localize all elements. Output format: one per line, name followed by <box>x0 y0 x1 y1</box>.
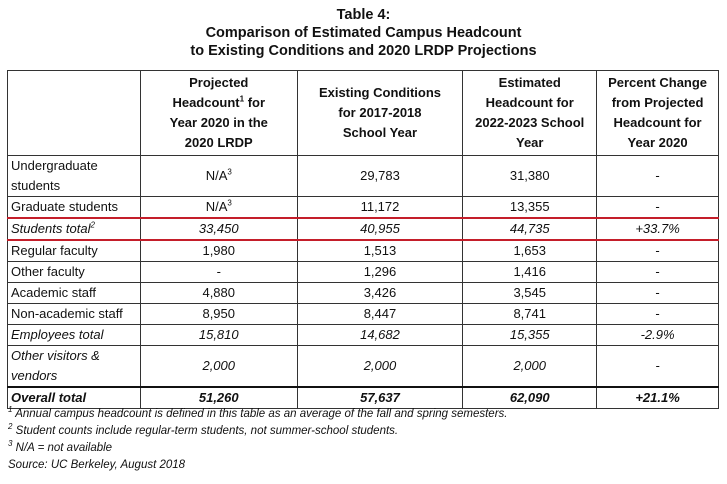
table-row-visitors <box>8 346 719 388</box>
headcount-table <box>7 70 719 409</box>
header-blank <box>8 71 141 156</box>
cell-existing: 2,000 <box>297 346 463 388</box>
cell-projected: 8,950 <box>140 304 297 325</box>
cell-projected: 1,980 <box>140 240 297 262</box>
cell-estimated: 31,380 <box>463 156 597 197</box>
cell-projected: $N/A^3$ <box>140 156 297 197</box>
source-note: Source: UC Berkeley, August 2018 <box>8 459 186 471</box>
row-label: Employees total <box>8 325 141 346</box>
cell-projected: - <box>140 262 297 283</box>
cell-existing: 57,637 <box>297 387 463 409</box>
table-row <box>8 240 719 262</box>
col-header-projected-2020: Projected Headcount$^1$ for Year 2020 in the 2020 LRDP <box>140 71 297 156</box>
table-row <box>8 304 719 325</box>
cell-existing: 40,955 <box>297 218 463 240</box>
cell-percent: - <box>597 156 719 197</box>
cell-projected: 4,880 <box>140 283 297 304</box>
cell-existing: 11,172 <box>297 197 463 219</box>
cell-estimated: 2,000 <box>463 346 597 388</box>
row-label: Graduate students <box>8 197 141 219</box>
table-row <box>8 262 719 283</box>
col-header-existing: Existing Conditions for 2017-2018 School Year <box>297 71 463 156</box>
col-header-estimated: Estimated Headcount for 2022-2023 School Year <box>463 71 597 156</box>
cell-percent: - <box>597 283 719 304</box>
cell-existing: 14,682 <box>297 325 463 346</box>
cell-existing: 29,783 <box>297 156 463 197</box>
table-row <box>8 197 719 219</box>
cell-projected: 33,450 <box>140 218 297 240</box>
cell-estimated: 13,355 <box>463 197 597 219</box>
table-title-line-1: Comparison of Estimated Campus Headcount <box>205 25 522 41</box>
cell-estimated: 1,416 <box>463 262 597 283</box>
table-row-employees-total <box>8 325 719 346</box>
cell-percent: - <box>597 240 719 262</box>
cell-percent: - <box>597 197 719 219</box>
footnote: $^1$ Annual campus headcount is defined in this table as an average of the fall and spring semesters. <box>8 405 508 420</box>
cell-existing: 1,296 <box>297 262 463 283</box>
cell-percent: -2.9% <box>597 325 719 346</box>
table-title-line-2: to Existing Conditions and 2020 LRDP Projections <box>190 43 537 59</box>
footnote: $^3$ N/A = not available <box>8 439 113 454</box>
header-row <box>8 71 719 156</box>
footnote: $^2$ Student counts include regular-term students, not summer-school students. <box>8 422 399 437</box>
cell-estimated: 15,355 <box>463 325 597 346</box>
row-label: Non-academic staff <box>8 304 141 325</box>
cell-estimated: 62,090 <box>463 387 597 409</box>
cell-projected: 2,000 <box>140 346 297 388</box>
row-label: Other visitors & vendors <box>8 346 141 388</box>
col-header-percent-change: Percent Change from Projected Headcount for Year 2020 <box>597 71 719 156</box>
cell-percent: - <box>597 304 719 325</box>
cell-estimated: 8,741 <box>463 304 597 325</box>
row-label: Students total$^2$ <box>8 218 141 240</box>
cell-percent: +21.1% <box>597 387 719 409</box>
table-title <box>0 6 727 60</box>
row-label: Academic staff <box>8 283 141 304</box>
cell-estimated: 3,545 <box>463 283 597 304</box>
row-label: Undergraduate students <box>8 156 141 197</box>
cell-projected: 51,260 <box>140 387 297 409</box>
cell-percent: - <box>597 262 719 283</box>
table-row-students-total <box>8 218 719 240</box>
cell-estimated: 1,653 <box>463 240 597 262</box>
cell-existing: 3,426 <box>297 283 463 304</box>
cell-projected: $N/A^3$ <box>140 197 297 219</box>
cell-estimated: 44,735 <box>463 218 597 240</box>
row-label: Other faculty <box>8 262 141 283</box>
cell-existing: 8,447 <box>297 304 463 325</box>
row-label: Overall total <box>8 387 141 409</box>
footnotes <box>8 406 507 474</box>
table-number: Table 4: <box>336 7 391 23</box>
table-row <box>8 156 719 197</box>
cell-percent: - <box>597 346 719 388</box>
cell-projected: 15,810 <box>140 325 297 346</box>
cell-existing: 1,513 <box>297 240 463 262</box>
table-row <box>8 283 719 304</box>
cell-percent: +33.7% <box>597 218 719 240</box>
row-label: Regular faculty <box>8 240 141 262</box>
